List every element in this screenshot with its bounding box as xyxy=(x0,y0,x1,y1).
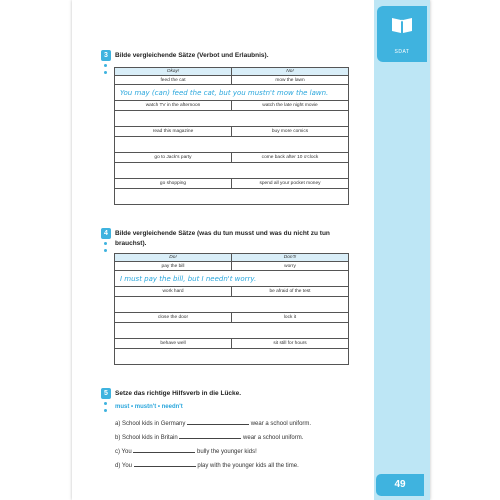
header-okay: Okay! xyxy=(115,68,232,76)
answer-line[interactable] xyxy=(115,137,349,153)
sidebar xyxy=(374,0,430,500)
cell: pay the bill xyxy=(115,262,232,271)
cell: go shopping xyxy=(115,179,232,189)
exercise-3-dots xyxy=(104,64,108,78)
exercise-5-title: Setze das richtige Hilfsverb in die Lücke. xyxy=(115,390,242,397)
cell: be afraid of the test xyxy=(232,287,349,297)
cell: worry xyxy=(232,262,349,271)
answer-line[interactable] xyxy=(115,189,349,205)
sentence-text: c) You xyxy=(115,449,132,455)
answer-blank[interactable] xyxy=(179,438,241,439)
sentence-b xyxy=(115,435,303,441)
book-icon xyxy=(390,15,414,35)
answer-blank[interactable] xyxy=(187,424,249,425)
exercise-5-number: 5 xyxy=(101,388,111,399)
cell: feed the cat xyxy=(115,76,232,85)
answer-line[interactable] xyxy=(115,323,349,339)
cell: watch the late night movie xyxy=(232,101,349,111)
cell: watch TV in the afternoon xyxy=(115,101,232,111)
cell: go to Jack's party xyxy=(115,153,232,163)
answer-line[interactable] xyxy=(115,163,349,179)
cell: lock it xyxy=(232,313,349,323)
sentence-text: a) School kids in Germany xyxy=(115,421,186,427)
cell: come back after 10 o'clock xyxy=(232,153,349,163)
example-sentence: You may (can) feed the cat, but you mustn't mow the lawn. xyxy=(115,85,349,101)
sentence-text: bully the younger kids! xyxy=(197,449,257,455)
sentence-text: wear a school uniform. xyxy=(243,435,304,441)
page-number: 49 xyxy=(376,474,424,496)
sentence-text: b) School kids in Britain xyxy=(115,435,178,441)
section-tab xyxy=(377,6,427,62)
keyword-list: must • mustn't • needn't xyxy=(115,404,183,410)
sentence-text: d) You xyxy=(115,463,133,469)
sentence-text: play with the younger kids all the time. xyxy=(197,463,299,469)
exercise-3-table xyxy=(114,67,349,205)
exercise-3-number: 3 xyxy=(101,50,111,61)
answer-line[interactable] xyxy=(115,111,349,127)
exercise-4-title-line2: brauchst). xyxy=(115,240,147,247)
answer-line[interactable] xyxy=(115,297,349,313)
cell: close the door xyxy=(115,313,232,323)
sentence-c xyxy=(115,449,257,455)
header-do: Do! xyxy=(115,254,232,262)
answer-line[interactable] xyxy=(115,349,349,365)
example-sentence: I must pay the bill, but I needn't worry. xyxy=(115,271,349,287)
cell: sit still for hours xyxy=(232,339,349,349)
cell: mow the lawn xyxy=(232,76,349,85)
sentence-a xyxy=(115,421,311,427)
tab-label: SDAT xyxy=(394,49,410,55)
exercise-4-number: 4 xyxy=(101,228,111,239)
workbook-page xyxy=(72,0,430,500)
exercise-4-table xyxy=(114,253,349,365)
cell: spend all your pocket money xyxy=(232,179,349,189)
cell: work hard xyxy=(115,287,232,297)
answer-blank[interactable] xyxy=(134,466,196,467)
header-dont: Don't! xyxy=(232,254,349,262)
cell: read this magazine xyxy=(115,127,232,137)
sentence-text: wear a school uniform. xyxy=(250,421,312,427)
header-no: No! xyxy=(232,68,349,76)
answer-blank[interactable] xyxy=(133,452,195,453)
sentence-d xyxy=(115,463,299,469)
exercise-4-title-line1: Bilde vergleichende Sätze (was du tun musst und was du nicht zu tun xyxy=(115,230,330,237)
exercise-4-dots xyxy=(104,242,108,256)
exercise-5-dots xyxy=(104,402,108,416)
cell: buy more comics xyxy=(232,127,349,137)
exercise-3-title: Bilde vergleichende Sätze (Verbot und Erlaubnis). xyxy=(115,52,269,59)
cell: behave well xyxy=(115,339,232,349)
